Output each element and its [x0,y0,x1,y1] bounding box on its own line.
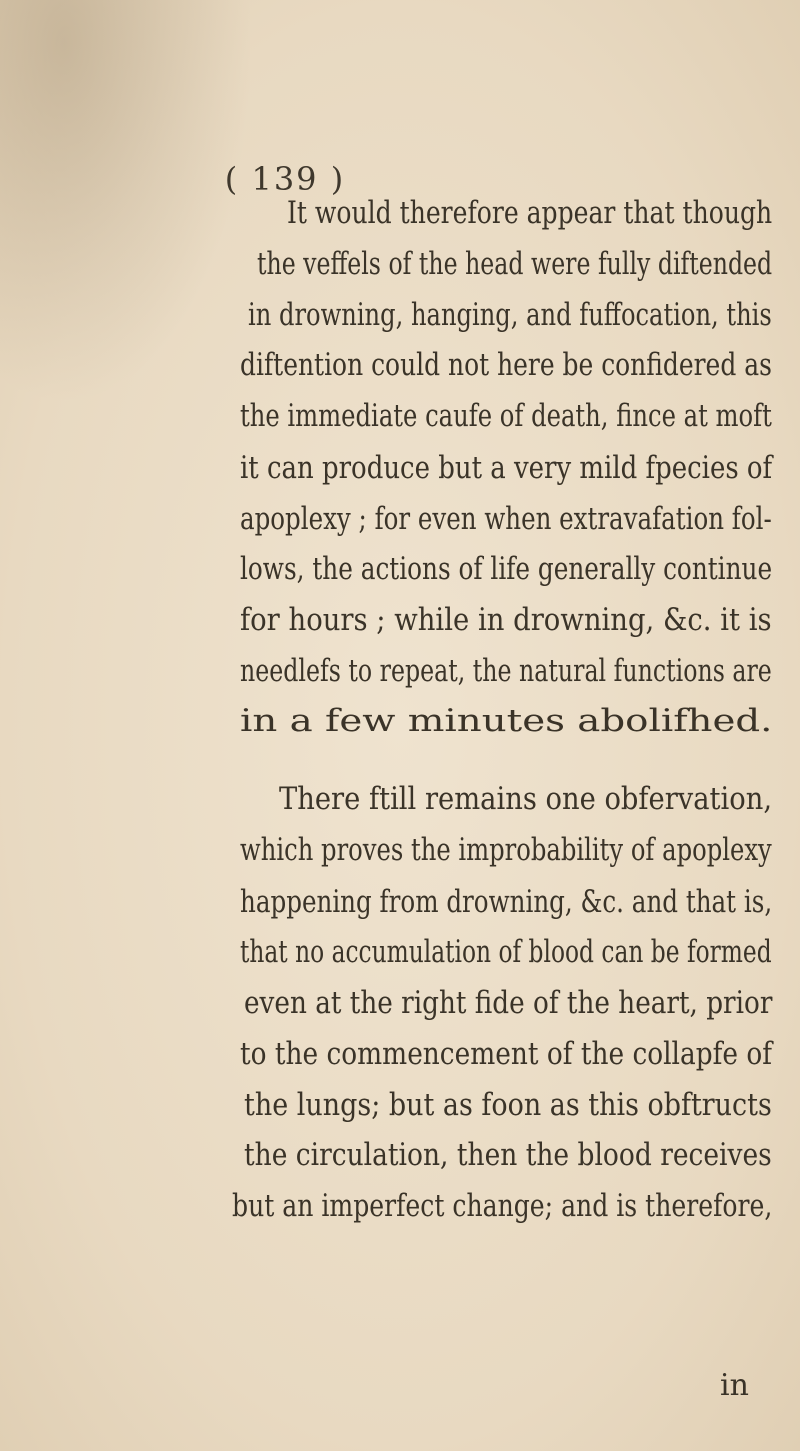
text-line: the veffels of the head were fully diftended [257,246,773,282]
text-line: lows, the actions of life generally continue [240,551,773,587]
text-line: It would therefore appear that though [287,195,773,231]
text-line: in a few minutes abolifhed. [240,703,773,739]
text-line: needlefs to repeat, the natural functions are [240,653,772,689]
catchword: in [720,1368,749,1403]
text-line: it can produce but a very mild fpecies of [240,450,773,486]
text-line: which proves the improbability of apoplexy [240,832,772,868]
text-line: in drowning, hanging, and fuffocation, this [248,297,772,333]
text-line: the circulation, then the blood receives [244,1137,772,1173]
page-number: ( 139 ) [224,160,346,198]
text-line: the immediate caufe of death, fince at moft [240,398,772,434]
text-line: to the commencement of the collapfe of [240,1036,773,1072]
text-line: the lungs; but as foon as this obftructs [244,1087,772,1123]
text-line: even at the right fide of the heart, prior [244,985,773,1021]
text-line: but an imperfect change; and is therefore, [232,1188,773,1224]
text-line: There ftill remains one obfervation, [279,781,773,817]
text-line: diftention could not here be confidered as [240,347,772,383]
text-line: for hours ; while in drowning, &c. it is [240,602,772,638]
text-line: that no accumulation of blood can be formed [240,934,772,970]
text-line: happening from drowning, &c. and that is, [240,884,773,920]
text-line: apoplexy ; for even when extravafation fol- [240,501,772,537]
